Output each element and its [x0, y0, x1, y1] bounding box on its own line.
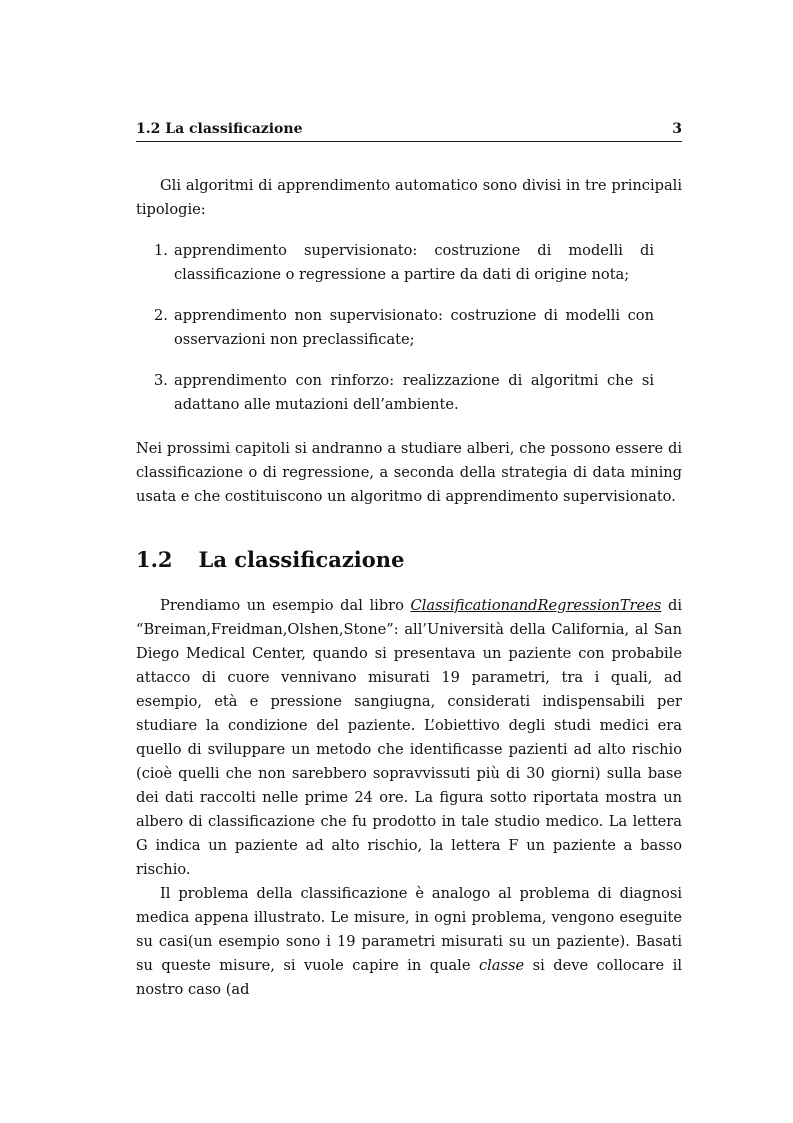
paragraph-classification-problem [136, 882, 682, 1002]
intro-text: Gli algoritmi di apprendimento automatico sono divisi in tre principali tipologie: [136, 177, 682, 218]
paragraph1-after-book: di “Breiman,Freidman,Olshen,Stone”: all’Università della California, al San Diego Medical Center, quando si presentava un paziente con probabile attacco di cuore vennivano misurati 19 parametri, tra i quali, ad esempio, età e pressione sangiugna, considerati indispensabili per studiare la condizione del paziente. L’obiettivo degli studi medici era quello di sviluppare un metodo che identificasse pazienti ad alto rischio (cioè quelli che non sarebbero sopravvissuti più di 30 giorni) sulla base dei dati raccolti nelle prime 24 ore. La figura sotto riportata mostra un albero di classificazione che fu prodotto in tale studio medico. La lettera G indica un paziente ad alto rischio, la lettera F un paziente a basso rischio. [136, 597, 682, 878]
running-head [136, 121, 682, 137]
section-heading [136, 547, 682, 572]
list-item [136, 304, 682, 352]
section-number: 1.2 [136, 547, 173, 572]
page-number: 3 [672, 121, 682, 137]
section-title: La classificazione [198, 547, 405, 572]
list-item-text: apprendimento supervisionato: costruzione di modelli di classificazione o regressione a partire da dati di origine nota; [174, 242, 654, 283]
list-item-number: 3. [154, 372, 168, 389]
list-item-text: apprendimento non supervisionato: costruzione di modelli con osservazioni non preclassificate; [174, 307, 654, 348]
learning-types-list [136, 239, 682, 434]
paragraph2-after-classe: si deve collocare il nostro caso (ad [136, 957, 682, 998]
list-item-text: apprendimento con rinforzo: realizzazione di algoritmi che si adattano alle mutazioni dell’ambiente. [174, 372, 654, 413]
intro-paragraph [136, 174, 682, 222]
book-title: ClassificationandRegressionTrees [410, 597, 662, 614]
section-body [136, 594, 682, 1002]
after-list-paragraph: Nei prossimi capitoli si andranno a studiare alberi, che possono essere di classificazione o di regressione, a seconda della strategia di data mining usata e che costituiscono un algoritmo di apprendimento supervisionato. [136, 440, 682, 505]
list-item [136, 239, 682, 287]
paragraph2-before-classe: Il problema della classificazione è analogo al problema di diagnosi medica appena illustrato. Le misure, in ogni problema, vengono eseguite su casi(un esempio sono i 19 parametri misurati su un paziente). Basati su queste misure, si vuole capire in quale [136, 885, 682, 974]
header-rule [136, 141, 682, 142]
list-item [136, 369, 682, 417]
running-head-title: 1.2 La classificazione [136, 121, 303, 137]
classe-term: classe [478, 957, 525, 974]
list-item-number: 2. [154, 307, 168, 324]
paragraph1-before-book: Prendiamo un esempio dal libro [160, 597, 411, 614]
paragraph-breiman-example [136, 594, 682, 882]
list-item-number: 1. [154, 242, 168, 259]
